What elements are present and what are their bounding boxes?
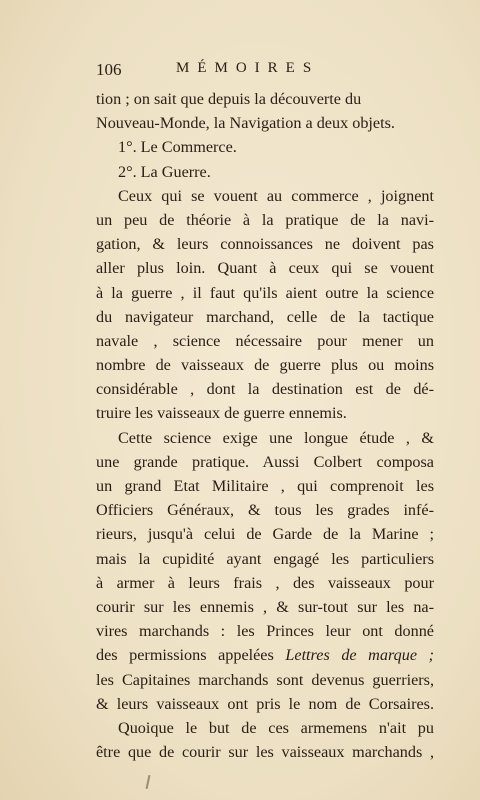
- text-line: rieurs, jusqu'à celui de Garde de la Marine ;: [96, 525, 434, 544]
- text-line: aller plus loin. Quant à ceux qui se vouent: [96, 259, 434, 278]
- text-line: tion ; on sait que depuis la découverte du: [96, 90, 362, 108]
- text-line: navale , science nécessaire pour mener un: [96, 331, 434, 350]
- text-span: des permissions appelées: [96, 646, 274, 665]
- paragraph-start-line: Quoique le but de ces armemens n'ait pu: [118, 718, 434, 737]
- page-header: [96, 60, 384, 84]
- text-line: à armer à leurs frais , des vaisseaux pour: [96, 573, 434, 592]
- list-item: 2°. La Guerre.: [118, 162, 211, 181]
- text-line: les Capitaines marchands sont devenus guerriers,: [96, 670, 434, 689]
- text-line: une grande pratique. Aussi Colbert composa: [96, 452, 434, 471]
- text-line: vires marchands : les Princes leur ont donné: [96, 622, 434, 641]
- list-item: 1°. Le Commerce.: [118, 138, 237, 157]
- body-text: [96, 87, 434, 764]
- text-line: [96, 643, 434, 667]
- text-line: un grand Etat Militaire , qui comprenoit les: [96, 477, 434, 495]
- running-title: MÉMOIRES: [176, 60, 320, 76]
- text-line: du navigateur marchand, celle de la tactique: [96, 307, 434, 326]
- text-line: un peu de théorie à la pratique de la navi-: [96, 210, 434, 229]
- text-line: courir sur les ennemis , & sur-tout sur les na-: [96, 597, 434, 616]
- text-line: mais la cupidité ayant engagé les particuliers: [96, 549, 434, 568]
- text-line: nombre de vaisseaux de guerre plus ou moins: [96, 356, 434, 375]
- text-line: considérable , dont la destination est de dé-: [96, 380, 434, 399]
- text-line: & leurs vaisseaux ont pris le nom de Corsaires.: [96, 694, 434, 713]
- text-line: être que de courir sur les vaisseaux marchands ,: [96, 743, 434, 762]
- text-line: gation, & leurs connoissances ne doivent pas: [96, 235, 434, 254]
- text-line: Nouveau-Monde, la Navigation a deux objets.: [96, 114, 395, 133]
- page-number: 106: [96, 60, 122, 79]
- italic-phrase: Lettres de marque ;: [285, 646, 434, 665]
- paragraph-start-line: Ceux qui se vouent au commerce , joignent: [118, 186, 434, 205]
- text-line: Officiers Généraux, & tous les grades infé-: [96, 501, 434, 520]
- paper-mark: [146, 775, 151, 789]
- text-line: à la guerre , il faut qu'ils aient outre la science: [96, 283, 434, 302]
- paragraph-start-line: Cette science exige une longue étude , &: [118, 428, 434, 447]
- text-line: truire les vaisseaux de guerre ennemis.: [96, 404, 347, 423]
